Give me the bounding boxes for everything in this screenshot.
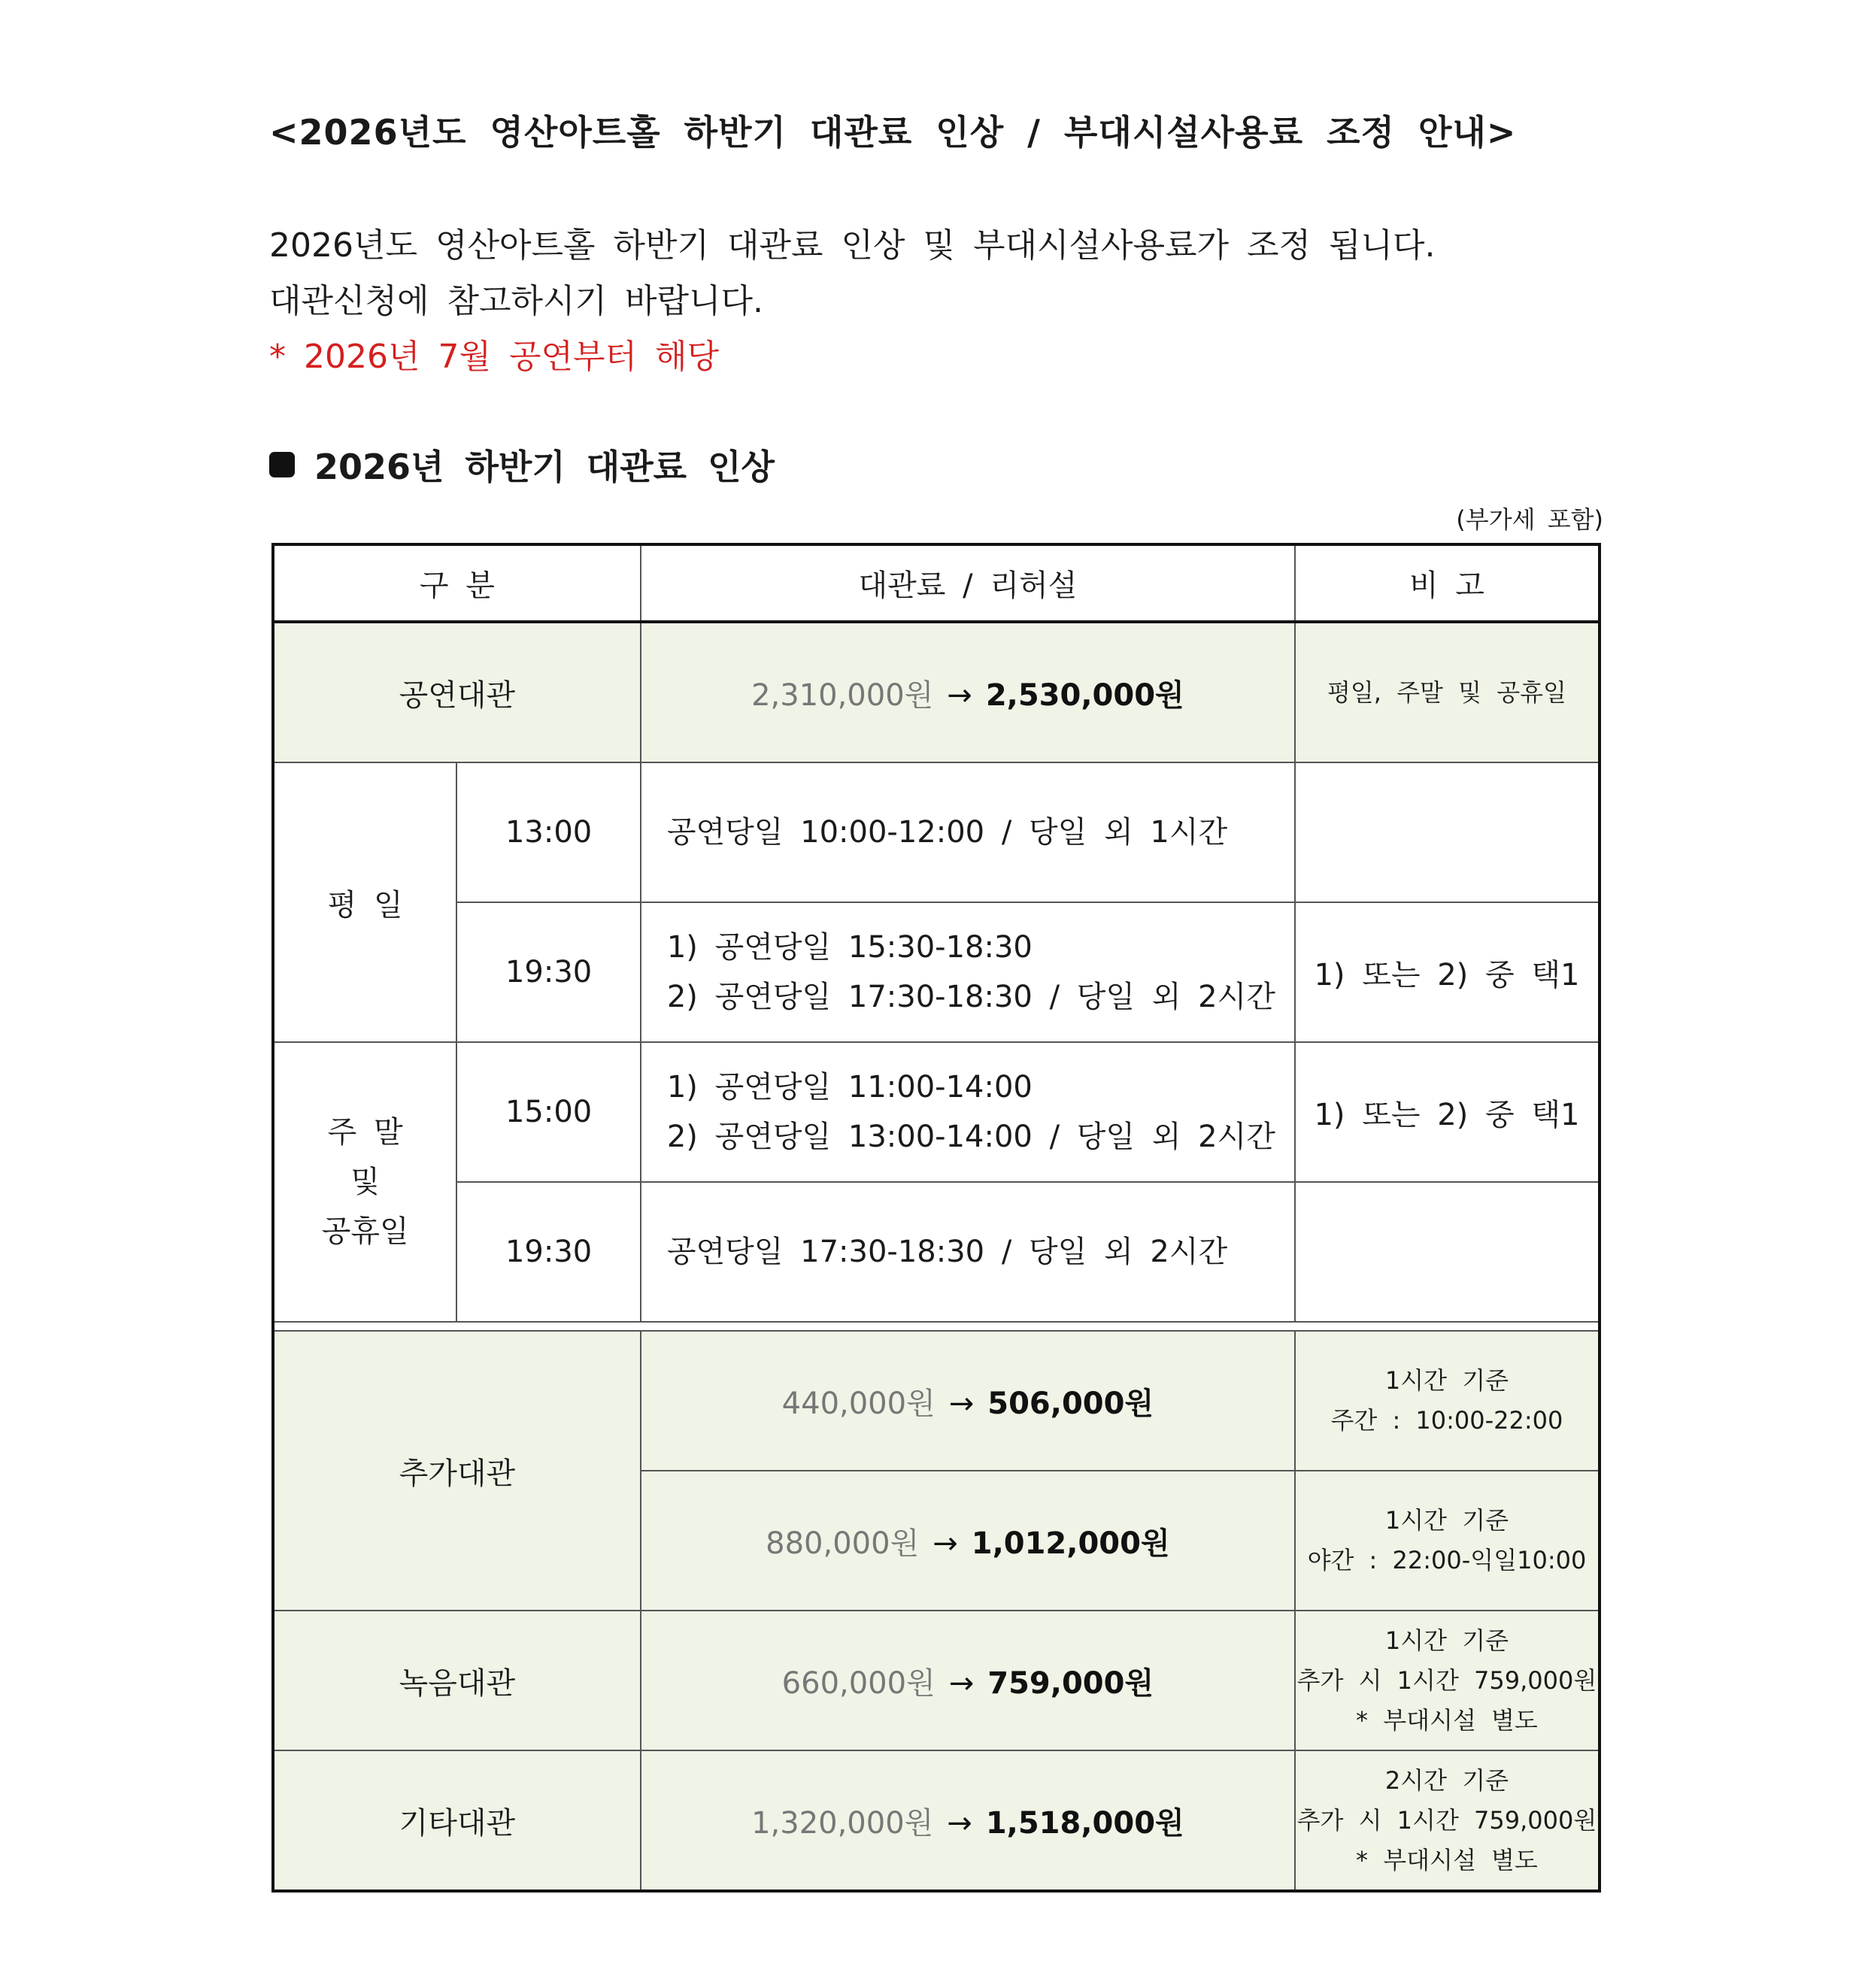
remark-line: 주간 : 10:00-22:00: [1330, 1406, 1563, 1435]
remark-line: 2시간 기준: [1384, 1765, 1509, 1795]
table-header-row: [273, 544, 1600, 622]
remark-line: * 부대시설 별도: [1356, 1845, 1538, 1874]
table-spacer-row: [273, 1322, 1600, 1331]
time-cell: 19:30: [456, 902, 641, 1042]
additional-label: 추가대관: [273, 1331, 641, 1611]
weekday-label: 평 일: [273, 762, 456, 1042]
table-row-weekend-1930: [273, 1182, 1600, 1322]
performance-fee: [641, 622, 1295, 762]
table-row-other: [273, 1750, 1600, 1891]
table-row-weekday-1300: [273, 762, 1600, 902]
table-row-performance: [273, 622, 1600, 762]
header-fee: 대관료 / 리허설: [641, 544, 1295, 622]
rehearsal-line: 1) 공연당일 15:30-18:30: [666, 930, 1033, 965]
vat-note: (부가세 포함): [1456, 505, 1603, 534]
header-remark: 비 고: [1295, 544, 1600, 622]
intro-line-1: 2026년도 영산아트홀 하반기 대관료 인상 및 부대시설사용료가 조정 됩니다.: [269, 226, 1436, 265]
old-price: 880,000원: [766, 1526, 920, 1561]
new-price: 506,000원: [987, 1386, 1154, 1421]
weekend-label-line: 공휴일: [321, 1214, 409, 1249]
arrow-right-icon: →: [947, 677, 972, 713]
remark-line: 1시간 기준: [1384, 1366, 1509, 1395]
rehearsal-line: 2) 공연당일 13:00-14:00 / 당일 외 2시간: [666, 1120, 1275, 1154]
remark-line: 추가 시 1시간 759,000원: [1296, 1665, 1597, 1695]
rehearsal-cell: [641, 1182, 1295, 1322]
rehearsal-cell: [641, 762, 1295, 902]
time-cell: 15:00: [456, 1042, 641, 1182]
document-title: <2026년도 영산아트홀 하반기 대관료 인상 / 부대시설사용료 조정 안내>: [269, 112, 1517, 153]
recording-remark: [1295, 1611, 1600, 1750]
old-price: 660,000원: [781, 1665, 936, 1701]
weekend-label-line: 및: [350, 1165, 380, 1199]
table-row-weekday-1930: [273, 902, 1600, 1042]
remark-cell: [1295, 762, 1600, 902]
intro-text: [269, 218, 1435, 385]
performance-remark: 평일, 주말 및 공휴일: [1295, 622, 1600, 762]
weekend-label: [273, 1042, 456, 1322]
remark-line: 추가 시 1시간 759,000원: [1296, 1805, 1597, 1835]
time-cell: 13:00: [456, 762, 641, 902]
arrow-right-icon: →: [948, 1665, 975, 1701]
square-bullet-icon: [269, 452, 295, 477]
remark-cell: [1295, 1182, 1600, 1322]
additional-fee-day: [641, 1331, 1295, 1471]
rehearsal-cell: [641, 1042, 1295, 1182]
new-price: 1,518,000원: [985, 1805, 1184, 1841]
old-price: 1,320,000원: [751, 1805, 934, 1841]
new-price: 759,000원: [987, 1665, 1154, 1701]
new-price: 1,012,000원: [971, 1526, 1170, 1561]
new-price: 2,530,000원: [985, 677, 1184, 713]
performance-label: 공연대관: [273, 622, 641, 762]
section-heading: [269, 440, 775, 489]
rehearsal-line: 1) 공연당일 11:00-14:00: [666, 1070, 1033, 1105]
recording-fee: [641, 1611, 1295, 1750]
old-price: 2,310,000원: [751, 677, 934, 713]
arrow-right-icon: →: [933, 1526, 958, 1561]
rehearsal-line: 공연당일 10:00-12:00 / 당일 외 1시간: [666, 815, 1228, 850]
other-label: 기타대관: [273, 1750, 641, 1891]
additional-remark-day: [1295, 1331, 1600, 1471]
table-row-additional-day: [273, 1331, 1600, 1471]
arrow-right-icon: →: [948, 1386, 975, 1421]
time-cell: 19:30: [456, 1182, 641, 1322]
remark-line: 1시간 기준: [1384, 1506, 1509, 1535]
arrow-right-icon: →: [947, 1805, 972, 1841]
other-fee: [641, 1750, 1295, 1891]
recording-label: 녹음대관: [273, 1611, 641, 1750]
remark-line: 야간 : 22:00-익일10:00: [1307, 1546, 1587, 1574]
weekend-label-line: 주 말: [327, 1115, 403, 1150]
remark-cell: 1) 또는 2) 중 택1: [1295, 902, 1600, 1042]
table-row-weekend-1500: [273, 1042, 1600, 1182]
rehearsal-cell: [641, 902, 1295, 1042]
intro-note: * 2026년 7월 공연부터 해당: [269, 338, 719, 376]
table-row-recording: [273, 1611, 1600, 1750]
remark-line: * 부대시설 별도: [1356, 1705, 1538, 1735]
spacer-cell: [273, 1322, 1600, 1331]
intro-line-2: 대관신청에 참고하시기 바랍니다.: [269, 282, 764, 320]
additional-remark-night: [1295, 1471, 1600, 1611]
rehearsal-line: 2) 공연당일 17:30-18:30 / 당일 외 2시간: [666, 980, 1275, 1014]
remark-line: 1시간 기준: [1384, 1626, 1509, 1655]
old-price: 440,000원: [781, 1386, 936, 1421]
section-heading-text: 2026년 하반기 대관료 인상: [314, 447, 775, 487]
additional-fee-night: [641, 1471, 1295, 1611]
remark-cell: 1) 또는 2) 중 택1: [1295, 1042, 1600, 1182]
other-remark: [1295, 1750, 1600, 1891]
header-category: 구 분: [273, 544, 641, 622]
rehearsal-line: 공연당일 17:30-18:30 / 당일 외 2시간: [666, 1235, 1228, 1269]
fee-table: [271, 543, 1601, 1893]
